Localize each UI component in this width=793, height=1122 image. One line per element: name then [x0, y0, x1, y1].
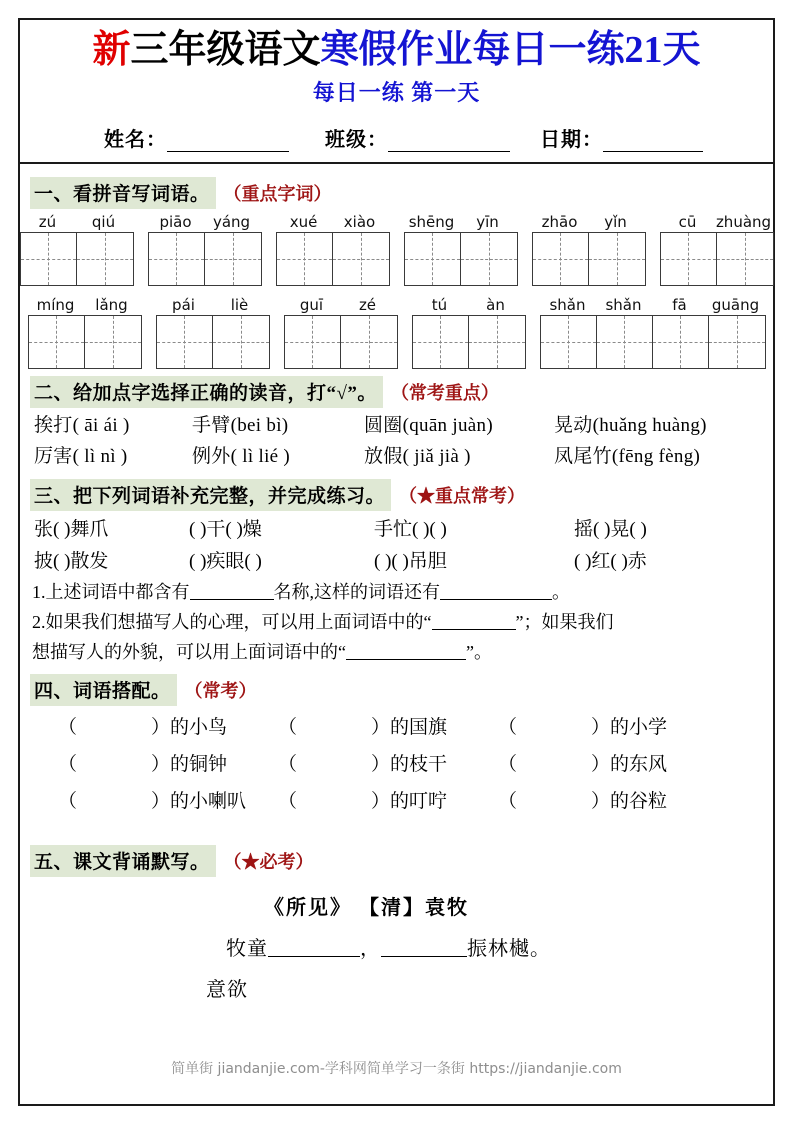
- match-row: [30, 746, 763, 783]
- page-title: [20, 28, 773, 73]
- pinyin-labels: [540, 296, 766, 314]
- tianzige-cell[interactable]: [469, 316, 525, 368]
- idiom-item[interactable]: 摇( )晃( ): [574, 518, 647, 540]
- pinyin-group: [156, 296, 270, 369]
- pinyin-labels: [404, 213, 518, 231]
- date-input[interactable]: [603, 134, 703, 152]
- pinyin-label: guāng: [711, 295, 760, 314]
- pinyin-label: zhuàng: [715, 212, 772, 231]
- tianzige-group: [156, 315, 270, 369]
- date-field: [540, 123, 703, 152]
- poem-comma: ，: [360, 937, 381, 960]
- poem-text-b: 振林樾。: [467, 937, 551, 960]
- date-label: 日期：: [540, 128, 603, 151]
- tianzige-cell[interactable]: [77, 233, 133, 285]
- tianzige-cell[interactable]: [85, 316, 141, 368]
- question-2-text-b: ”；如果我们: [515, 611, 614, 632]
- tianzige-cell[interactable]: [597, 316, 653, 368]
- question-2-line-2: [30, 638, 763, 668]
- section-3-tag: [399, 482, 525, 508]
- question-1-blank-a[interactable]: [190, 583, 274, 600]
- pinyin-labels: [28, 296, 142, 314]
- class-input[interactable]: [388, 134, 510, 152]
- open-paren: （: [278, 717, 298, 739]
- pinyin-label: àn: [486, 295, 505, 314]
- question-2-line-1: [30, 608, 763, 638]
- pronunciation-row-1: 挨打( āi ái ) 手臂(bei bì) 圆圈(quān juàn) 晃动(huǎng huàng): [30, 411, 763, 440]
- question-2-blank-a[interactable]: [432, 613, 516, 630]
- pinyin-label: cū: [678, 212, 697, 231]
- worksheet-page: [18, 18, 775, 1106]
- tianzige-cell[interactable]: [213, 316, 269, 368]
- tianzige-cell[interactable]: [21, 233, 77, 285]
- pinyin-row-2: [30, 296, 763, 369]
- tianzige-group: [148, 232, 262, 286]
- section-5-header: [30, 845, 763, 877]
- tianzige-cell[interactable]: [277, 233, 333, 285]
- title-segment-red: 新: [92, 29, 131, 71]
- match-label: ）的谷粒: [591, 791, 668, 813]
- poem-blank-1[interactable]: [268, 940, 360, 957]
- pinyin-group: [20, 213, 134, 286]
- pinyin-label: tú: [431, 295, 448, 314]
- pinyin-label: xué: [289, 212, 318, 231]
- pinyin-row-1: [30, 212, 772, 286]
- pronunciation-item[interactable]: 挨打( āi ái ): [34, 414, 130, 436]
- match-item[interactable]: [58, 746, 278, 783]
- tianzige-cell[interactable]: [661, 233, 717, 285]
- pinyin-labels: [284, 296, 398, 314]
- match-row: [30, 709, 763, 746]
- poem-title: 《所见》 【清】袁牧: [264, 896, 469, 919]
- pinyin-label: guī: [299, 295, 324, 314]
- section-5-tag-text: （★必考）: [223, 851, 314, 872]
- tianzige-group: [412, 315, 526, 369]
- pinyin-label: yǐn: [604, 212, 627, 231]
- tianzige-group: [540, 315, 766, 369]
- section-2-tag: （常考重点）: [390, 382, 499, 403]
- section-4-tag: （常考）: [184, 681, 257, 702]
- pinyin-labels: [20, 213, 134, 231]
- tianzige-group: [404, 232, 518, 286]
- match-item[interactable]: [58, 783, 278, 820]
- watermark: 简单街 jiandanjie.com-学科网简单学习一条街 https://jiandanjie.com: [171, 1061, 622, 1077]
- pronunciation-row-2: 厉害( lì nì ) 例外( lì lié ) 放假( jiǎ jià ) 凤尾竹(fēng fèng): [30, 442, 763, 471]
- title-segment-blue: 寒假作业每日一练21天: [320, 29, 701, 71]
- pinyin-group: [148, 213, 262, 286]
- pinyin-labels: [156, 296, 270, 314]
- tianzige-cell[interactable]: [333, 233, 389, 285]
- poem-blank-2[interactable]: [381, 940, 467, 957]
- section-2-header: [30, 376, 763, 408]
- section-1-title: 一、看拼音写词语。: [30, 177, 216, 209]
- open-paren: （: [58, 791, 78, 813]
- section-1-tag: （重点字词）: [223, 183, 332, 204]
- pinyin-label: xiào: [343, 212, 376, 231]
- tianzige-cell[interactable]: [413, 316, 469, 368]
- match-item[interactable]: [498, 709, 718, 746]
- pronunciation-item[interactable]: 例外( lì lié ): [192, 446, 291, 468]
- pinyin-group: [276, 213, 390, 286]
- match-item[interactable]: [498, 783, 718, 820]
- pronunciation-item[interactable]: 厉害( lì nì ): [34, 446, 128, 468]
- tianzige-group: [284, 315, 398, 369]
- pinyin-group: [404, 213, 518, 286]
- open-paren: （: [58, 754, 78, 776]
- pinyin-group: [540, 296, 766, 369]
- section-1-header: [30, 177, 763, 209]
- pronunciation-item[interactable]: 手臂(bei bì): [192, 414, 289, 436]
- match-item[interactable]: [58, 709, 278, 746]
- name-input[interactable]: [167, 134, 289, 152]
- pinyin-labels: [412, 296, 526, 314]
- open-paren: （: [278, 754, 298, 776]
- open-paren: （: [278, 791, 298, 813]
- title-segment-black: 三年级语文: [130, 29, 321, 71]
- pinyin-labels: [660, 213, 774, 231]
- pinyin-label: zé: [358, 295, 377, 314]
- open-paren: （: [498, 754, 518, 776]
- pinyin-writing-block: [30, 212, 772, 369]
- tianzige-group: [660, 232, 774, 286]
- question-1-mid: 名称,这样的词语还有: [273, 582, 440, 603]
- pinyin-label: liè: [230, 295, 249, 314]
- tianzige-cell[interactable]: [205, 233, 261, 285]
- question-2-text-c: 想描写人的外貌，可以用上面词语中的“: [32, 641, 346, 662]
- section-5-tag: [224, 848, 314, 874]
- pinyin-label: yáng: [212, 212, 251, 231]
- match-row: [30, 783, 763, 820]
- section-2-title: 二、给加点字选择正确的读音，打“√”。: [30, 376, 383, 408]
- tianzige-cell[interactable]: [285, 316, 341, 368]
- question-1-suffix: 。: [552, 582, 570, 603]
- pinyin-labels: [532, 213, 646, 231]
- section-4-header: [30, 674, 763, 706]
- section-3-header: [30, 479, 763, 511]
- pinyin-group: [532, 213, 646, 286]
- section-3-title: 三、把下列词语补充完整，并完成练习。: [30, 479, 391, 511]
- tianzige-cell[interactable]: [717, 233, 773, 285]
- question-1: [30, 578, 763, 608]
- question-1-prefix: 1.上述词语中都含有: [32, 582, 190, 603]
- question-1-blank-b[interactable]: [440, 583, 552, 600]
- page-subtitle: 每日一练 第一天: [312, 79, 481, 105]
- pronunciation-item[interactable]: 放假( jiǎ jià ): [364, 446, 471, 468]
- question-2-text-a: 2.如果我们想描写人的心理，可以用上面词语中的“: [32, 611, 432, 632]
- tianzige-cell[interactable]: [157, 316, 213, 368]
- match-item[interactable]: [498, 746, 718, 783]
- pinyin-label: yīn: [476, 212, 499, 231]
- pinyin-group: [660, 213, 774, 286]
- pinyin-label: shēng: [408, 212, 455, 231]
- match-label: ）的枝干: [371, 754, 448, 776]
- idiom-item[interactable]: 手忙( )( ): [374, 518, 447, 540]
- pinyin-group: [412, 296, 526, 369]
- tianzige-cell[interactable]: [341, 316, 397, 368]
- section-5-title: 五、课文背诵默写。: [30, 845, 216, 877]
- header-box: [20, 20, 773, 164]
- pinyin-label: zú: [38, 212, 57, 231]
- tianzige-group: [28, 315, 142, 369]
- tianzige-cell[interactable]: [149, 233, 205, 285]
- idiom-item[interactable]: 张( )舞爪: [34, 518, 109, 540]
- match-item[interactable]: [278, 709, 498, 746]
- class-label: 班级：: [325, 128, 388, 151]
- match-label: ）的铜钟: [151, 754, 228, 776]
- tianzige-group: [20, 232, 134, 286]
- match-item[interactable]: [278, 746, 498, 783]
- open-paren: （: [58, 717, 78, 739]
- pronunciation-item[interactable]: 圆圈(quān juàn): [364, 414, 493, 436]
- tianzige-cell[interactable]: [461, 233, 517, 285]
- poem-line-1: [30, 932, 763, 961]
- pinyin-label: pái: [172, 295, 195, 314]
- pinyin-label: lǎng: [95, 295, 128, 314]
- tianzige-cell[interactable]: [589, 233, 645, 285]
- idiom-item[interactable]: ( )红( )赤: [574, 551, 647, 572]
- pinyin-label: zhāo: [541, 212, 578, 231]
- idiom-item[interactable]: ( )( )吊胆: [374, 551, 447, 572]
- worksheet-body: [20, 164, 773, 1002]
- tianzige-cell[interactable]: [709, 316, 765, 368]
- tianzige-cell[interactable]: [653, 316, 709, 368]
- pinyin-label: shǎn: [549, 295, 586, 314]
- name-field: [104, 123, 325, 152]
- pinyin-label: fā: [672, 295, 687, 314]
- idiom-item[interactable]: ( )疾眼( ): [189, 551, 262, 572]
- pinyin-labels: [276, 213, 390, 231]
- pinyin-label: shǎn: [605, 295, 642, 314]
- open-paren: （: [498, 791, 518, 813]
- match-label: ）的叮咛: [371, 791, 448, 813]
- question-2-text-d: ”。: [466, 641, 492, 662]
- section-3-tag-text: （★重点常考）: [399, 485, 526, 506]
- pinyin-group: [28, 296, 142, 369]
- poem-text-c: 意欲: [206, 978, 248, 1001]
- tianzige-cell[interactable]: [405, 233, 461, 285]
- question-2-blank-b[interactable]: [346, 643, 466, 660]
- tianzige-group: [276, 232, 390, 286]
- pinyin-label: qiú: [91, 212, 116, 231]
- poem-line-2: [30, 973, 763, 1002]
- idiom-item[interactable]: 披( )散发: [34, 551, 109, 572]
- pinyin-group: [284, 296, 398, 369]
- pinyin-label: piāo: [159, 212, 192, 231]
- student-info-row: [20, 123, 773, 152]
- tianzige-cell[interactable]: [29, 316, 85, 368]
- name-label: 姓名：: [104, 128, 167, 151]
- section-4-title: 四、词语搭配。: [30, 674, 177, 706]
- match-label: ）的小鸟: [151, 717, 228, 739]
- class-field: [325, 123, 540, 152]
- pinyin-label: míng: [36, 295, 75, 314]
- tianzige-cell[interactable]: [541, 316, 597, 368]
- tianzige-cell[interactable]: [533, 233, 589, 285]
- match-label: ）的小学: [591, 717, 668, 739]
- pinyin-labels: [148, 213, 262, 231]
- match-item[interactable]: [278, 783, 498, 820]
- match-label: ）的东风: [591, 754, 668, 776]
- idiom-row-1: [30, 514, 763, 546]
- match-label: ）的国旗: [371, 717, 448, 739]
- open-paren: （: [498, 717, 518, 739]
- tianzige-group: [532, 232, 646, 286]
- idiom-item[interactable]: ( )干( )燥: [189, 518, 262, 540]
- idiom-row-2: [30, 546, 763, 578]
- poem-text-a: 牧童: [226, 937, 268, 960]
- match-label: ）的小喇叭: [151, 791, 247, 813]
